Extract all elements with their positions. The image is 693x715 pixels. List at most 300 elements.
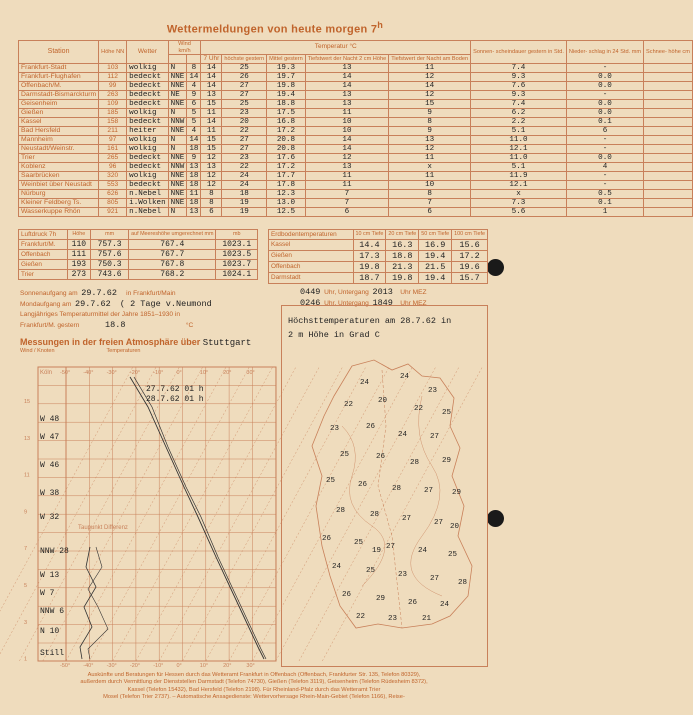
station-height: 103 bbox=[99, 63, 127, 72]
temp-max: 19 bbox=[222, 198, 267, 207]
header-ed-20: 20 cm Tiefe bbox=[386, 230, 419, 240]
sunshine-hours: 11.9 bbox=[471, 171, 567, 180]
chart-subtitle: Wind / Knoten Temperaturen bbox=[20, 348, 141, 354]
weather-cell: bedeckt bbox=[127, 117, 168, 126]
temperature-map bbox=[281, 305, 488, 667]
temp-max: 27 bbox=[222, 81, 267, 90]
temp-7h: 12 bbox=[201, 153, 222, 162]
map-temperature-value: 24 bbox=[332, 563, 342, 571]
station-name: Geisenheim bbox=[19, 99, 99, 108]
station-table bbox=[18, 40, 693, 217]
table-row bbox=[19, 72, 693, 81]
temp-mittel: 12.5 bbox=[267, 207, 306, 216]
sunshine-hours: 5.1 bbox=[471, 126, 567, 135]
ed-20cm: 19.8 bbox=[386, 272, 419, 283]
ed-10cm: 14.4 bbox=[353, 239, 386, 250]
temp-max: 27 bbox=[222, 135, 267, 144]
header-ed-10: 10 cm Tiefe bbox=[353, 230, 386, 240]
temp-min-2cm: 14 bbox=[305, 81, 388, 90]
map-temperature-value: 27 bbox=[424, 487, 434, 495]
sunshine-hours: 6.2 bbox=[471, 108, 567, 117]
footer-text: Auskünfte und Beratungen für Hessen durch das Wetteramt Frankfurt in Offenbach (Offenbach, Frankfurter Str. 135, Telefon 80329), außerdem durch Vermittlung der Dienststellen Darmstadt (Telefon 74730), Gießen (Telefon 3119), Geisenheim (Telefon Rüdesheim 8372), Kassel (Telefon 15432), Bad Hersfeld (Telefon 2198). Für Rheinland-Pfalz durch das Wetteramt Trier Mosel (Telefon Trier 2737). – Automatische Ansagedienste: Wettervorhersage Rhein-Main-Gebiet (Telefon 1166), Reise- bbox=[80, 672, 428, 700]
temp-min-2cm: 11 bbox=[305, 171, 388, 180]
lp-mb: 1023.1 bbox=[216, 239, 258, 249]
ed-place: Gießen bbox=[269, 250, 354, 261]
temp-min-boden: 15 bbox=[389, 99, 471, 108]
precipitation: - bbox=[566, 90, 643, 99]
wind-label: W 7 bbox=[40, 589, 55, 598]
sunshine-hours: 7.6 bbox=[471, 81, 567, 90]
temp-max: 25 bbox=[222, 63, 267, 72]
header-niederschlag: Nieder- schlag in 24 Std. mm bbox=[566, 41, 643, 64]
temperature-curve-1 bbox=[130, 377, 264, 659]
station-name: Bad Hersfeld bbox=[19, 126, 99, 135]
station-height: 320 bbox=[99, 171, 127, 180]
sunshine-hours: 9.3 bbox=[471, 90, 567, 99]
temp-mittel: 17.6 bbox=[267, 153, 306, 162]
station-name: Gießen bbox=[19, 108, 99, 117]
sunshine-hours: 2.2 bbox=[471, 117, 567, 126]
map-temperature-value: 28 bbox=[410, 459, 420, 467]
sunshine-hours: 12.1 bbox=[471, 144, 567, 153]
map-temperature-value: 24 bbox=[398, 431, 408, 439]
precipitation: 6 bbox=[566, 126, 643, 135]
temp-7h: 11 bbox=[201, 126, 222, 135]
temp-min-boden: 8 bbox=[389, 117, 471, 126]
wind-speed: 18 bbox=[187, 171, 201, 180]
precipitation: 0.0 bbox=[566, 108, 643, 117]
snow-depth bbox=[644, 162, 693, 171]
station-height: 553 bbox=[99, 180, 127, 189]
temp-7h: 14 bbox=[201, 117, 222, 126]
header-t7: 7 Uhr bbox=[201, 55, 222, 64]
temp-min-2cm: 11 bbox=[305, 108, 388, 117]
snow-depth bbox=[644, 153, 693, 162]
snow-depth bbox=[644, 189, 693, 198]
temp-min-boden: 11 bbox=[389, 171, 471, 180]
map-temperature-value: 26 bbox=[376, 453, 386, 461]
lp-height: 193 bbox=[67, 259, 90, 269]
lp-height: 111 bbox=[67, 249, 90, 259]
header-ed-50: 50 cm Tiefe bbox=[419, 230, 452, 240]
x-tick-label: -10° bbox=[153, 663, 164, 669]
wind-label: W 32 bbox=[40, 513, 60, 522]
lp-place: Offenbach bbox=[19, 249, 68, 259]
x-tick-label-top: -20° bbox=[129, 370, 141, 376]
temp-min-2cm: 10 bbox=[305, 126, 388, 135]
ed-100cm: 17.2 bbox=[452, 250, 488, 261]
temp-min-2cm: 7 bbox=[305, 189, 388, 198]
wind-label: W 46 bbox=[40, 461, 60, 470]
map-temperature-value: 26 bbox=[322, 535, 332, 543]
temp-min-boden: 12 bbox=[389, 72, 471, 81]
precipitation: - bbox=[566, 135, 643, 144]
sonnen-times: 0449 Uhr, Untergang 2013 Uhr MEZ bbox=[300, 287, 427, 297]
map-temperature-value: 28 bbox=[458, 579, 468, 587]
temp-max: 27 bbox=[222, 90, 267, 99]
temp-mittel: 12.3 bbox=[267, 189, 306, 198]
wind-speed: 18 bbox=[187, 198, 201, 207]
wind-direction: NNE bbox=[168, 99, 187, 108]
station-height: 185 bbox=[99, 108, 127, 117]
x-tick-label: 30° bbox=[246, 663, 255, 669]
temp-min-2cm: 6 bbox=[305, 207, 388, 216]
wind-label: NNW 6 bbox=[40, 607, 65, 616]
map-temperature-value: 27 bbox=[430, 433, 440, 441]
table-row bbox=[19, 144, 693, 153]
y-tick-label: 11 bbox=[24, 472, 30, 479]
map-temperature-value: 25 bbox=[340, 451, 350, 459]
ed-20cm: 18.8 bbox=[386, 250, 419, 261]
map-temperature-value: 19 bbox=[372, 547, 382, 555]
weather-cell: wolkig bbox=[127, 171, 168, 180]
station-name: Frankfurt-Stadt bbox=[19, 63, 99, 72]
snow-depth bbox=[644, 90, 693, 99]
punch-hole-top bbox=[487, 259, 504, 276]
map-temperature-value: 26 bbox=[366, 423, 376, 431]
header-tmin2cm: Tiefstwert der Nacht 2 cm Höhe bbox=[305, 55, 388, 64]
wind-speed: 4 bbox=[187, 81, 201, 90]
x-tick-label-top: -50° bbox=[60, 370, 71, 376]
temp-7h: 15 bbox=[201, 99, 222, 108]
table-row bbox=[19, 259, 258, 269]
wind-label: W 13 bbox=[40, 571, 60, 580]
temp-7h: 6 bbox=[201, 207, 222, 216]
map-temperature-value: 25 bbox=[442, 409, 452, 417]
station-name: Koblenz bbox=[19, 162, 99, 171]
map-temperature-value: 23 bbox=[330, 425, 340, 433]
snow-depth bbox=[644, 126, 693, 135]
temp-7h: 8 bbox=[201, 198, 222, 207]
x-tick-label-top: -10° bbox=[153, 370, 164, 376]
precipitation: 0.0 bbox=[566, 81, 643, 90]
temp-mittel: 19.8 bbox=[267, 81, 306, 90]
snow-depth bbox=[644, 108, 693, 117]
temp-7h: 15 bbox=[201, 144, 222, 153]
wind-label: W 38 bbox=[40, 489, 60, 498]
snow-depth bbox=[644, 135, 693, 144]
wind-speed: 13 bbox=[187, 207, 201, 216]
weather-cell: bedeckt bbox=[127, 81, 168, 90]
wind-label: Still bbox=[40, 649, 65, 658]
map-temperature-value: 28 bbox=[336, 507, 346, 515]
wind-speed: 9 bbox=[187, 90, 201, 99]
temp-min-2cm: 12 bbox=[305, 153, 388, 162]
map-temperature-value: 25 bbox=[326, 477, 336, 485]
sunshine-hours: 11.0 bbox=[471, 153, 567, 162]
ed-10cm: 17.3 bbox=[353, 250, 386, 261]
temp-max: 24 bbox=[222, 171, 267, 180]
temp-max: 26 bbox=[222, 72, 267, 81]
header-tmittel: Mittel gestern bbox=[267, 55, 306, 64]
lp-height: 110 bbox=[67, 239, 90, 249]
header-lp-hoehe: Höhe bbox=[67, 230, 90, 240]
sunshine-hours: 7.3 bbox=[471, 198, 567, 207]
snow-depth bbox=[644, 63, 693, 72]
snow-depth bbox=[644, 198, 693, 207]
header-wind: Wind km/h bbox=[168, 41, 201, 55]
map-temperature-value: 25 bbox=[366, 567, 376, 575]
station-height: 109 bbox=[99, 99, 127, 108]
temp-mittel: 17.5 bbox=[267, 108, 306, 117]
header-wetter: Wetter bbox=[127, 41, 168, 64]
precipitation: 1 bbox=[566, 207, 643, 216]
snow-depth bbox=[644, 207, 693, 216]
station-name: Nürburg bbox=[19, 189, 99, 198]
table-row bbox=[19, 135, 693, 144]
snow-depth bbox=[644, 99, 693, 108]
wind-direction: NE bbox=[168, 90, 187, 99]
weather-cell: wolkig bbox=[127, 63, 168, 72]
weather-cell: bedeckt bbox=[127, 153, 168, 162]
x-tick-label-top: 0° bbox=[176, 370, 182, 376]
ed-50cm: 21.5 bbox=[419, 261, 452, 272]
map-temperature-value: 22 bbox=[344, 401, 354, 409]
header-lp-mm: mm bbox=[91, 230, 129, 240]
map-temperature-value: 27 bbox=[402, 515, 412, 523]
snow-depth bbox=[644, 180, 693, 189]
map-temperature-value: 23 bbox=[388, 615, 398, 623]
wind-direction: NNE bbox=[168, 126, 187, 135]
mond-times: 0246 Uhr, Untergang 1849 Uhr MEZ bbox=[300, 298, 427, 308]
snow-depth bbox=[644, 117, 693, 126]
temp-min-boden: 8 bbox=[389, 189, 471, 198]
mittel-line2: Frankfurt/M. gestern 18.8 °C bbox=[20, 320, 194, 330]
weather-cell: bedeckt bbox=[127, 162, 168, 171]
precipitation: 0.0 bbox=[566, 153, 643, 162]
precipitation: - bbox=[566, 180, 643, 189]
temp-mittel: 17.8 bbox=[267, 180, 306, 189]
snow-depth bbox=[644, 72, 693, 81]
precipitation: - bbox=[566, 63, 643, 72]
wind-speed: 13 bbox=[187, 162, 201, 171]
table-row bbox=[19, 269, 258, 279]
temp-min-2cm: 14 bbox=[305, 144, 388, 153]
map-title: Höchsttemperaturen am 28.7.62 in 2 m Höhe in Grad C bbox=[288, 316, 452, 340]
map-temperature-value: 26 bbox=[342, 591, 352, 599]
table-row bbox=[19, 99, 693, 108]
temp-max: 18 bbox=[222, 189, 267, 198]
wind-speed: 9 bbox=[187, 153, 201, 162]
temp-max: 23 bbox=[222, 153, 267, 162]
station-height: 805 bbox=[99, 198, 127, 207]
temp-max: 22 bbox=[222, 126, 267, 135]
wind-direction: NNE bbox=[168, 180, 187, 189]
weather-cell: wolkig bbox=[127, 144, 168, 153]
y-tick-label: 7 bbox=[24, 546, 28, 553]
ed-100cm: 15.7 bbox=[452, 272, 488, 283]
station-height: 112 bbox=[99, 72, 127, 81]
wind-direction: NNE bbox=[168, 189, 187, 198]
wind-direction: NNE bbox=[168, 198, 187, 207]
weather-cell: bedeckt bbox=[127, 72, 168, 81]
station-height: 211 bbox=[99, 126, 127, 135]
wind-speed: 5 bbox=[187, 108, 201, 117]
river-line bbox=[411, 396, 442, 596]
map-temperature-value: 22 bbox=[414, 405, 424, 413]
map-temperature-value: 29 bbox=[452, 489, 462, 497]
lp-mm-reduced: 768.2 bbox=[129, 269, 216, 279]
temp-max: 27 bbox=[222, 144, 267, 153]
temp-7h: 12 bbox=[201, 171, 222, 180]
temp-mittel: 17.2 bbox=[267, 162, 306, 171]
luftdruck-table bbox=[18, 229, 258, 280]
ed-10cm: 19.8 bbox=[353, 261, 386, 272]
weather-cell: n.Nebel bbox=[127, 189, 168, 198]
temp-mittel: 18.8 bbox=[267, 99, 306, 108]
weather-cell: bedeckt bbox=[127, 90, 168, 99]
chart-title: Messungen in der freien Atmosphäre über Stuttgart bbox=[20, 337, 252, 348]
ed-place: Kassel bbox=[269, 239, 354, 250]
temp-max: 24 bbox=[222, 180, 267, 189]
y-tick-label: 1 bbox=[24, 656, 28, 663]
lp-place: Trier bbox=[19, 269, 68, 279]
snow-depth bbox=[644, 171, 693, 180]
temp-mittel: 20.8 bbox=[267, 144, 306, 153]
x-tick-label: 20° bbox=[223, 663, 232, 669]
table-row bbox=[269, 272, 488, 283]
temp-7h: 13 bbox=[201, 162, 222, 171]
wind-direction: N bbox=[168, 135, 187, 144]
sunshine-hours: 12.1 bbox=[471, 180, 567, 189]
sounding-date-1: 27.7.62 01 h bbox=[146, 385, 204, 394]
temp-max: 20 bbox=[222, 117, 267, 126]
temp-min-boden: 7 bbox=[389, 198, 471, 207]
wind-speed: 18 bbox=[187, 144, 201, 153]
station-height: 161 bbox=[99, 144, 127, 153]
x-tick-label: -20° bbox=[129, 663, 141, 669]
taupunkt-label: Taupunkt Differenz bbox=[78, 525, 128, 531]
station-name: Saarbrücken bbox=[19, 171, 99, 180]
y-tick-label: 13 bbox=[24, 435, 31, 442]
lp-mm: 750.3 bbox=[91, 259, 129, 269]
sunshine-hours: 7.4 bbox=[471, 63, 567, 72]
lp-height: 273 bbox=[67, 269, 90, 279]
x-tick-label-top: 30° bbox=[246, 370, 255, 376]
map-temperature-value: 23 bbox=[398, 571, 408, 579]
sunshine-hours: 11.0 bbox=[471, 135, 567, 144]
sunshine-hours: 7.4 bbox=[471, 99, 567, 108]
header-station: Station bbox=[19, 41, 99, 64]
temp-mittel: 13.0 bbox=[267, 198, 306, 207]
station-name: Offenbach/M. bbox=[19, 81, 99, 90]
germany-outline bbox=[312, 360, 472, 628]
wind-direction: NNE bbox=[168, 171, 187, 180]
table-row bbox=[19, 126, 693, 135]
lp-mm-reduced: 767.7 bbox=[129, 249, 216, 259]
temp-min-2cm: 7 bbox=[305, 198, 388, 207]
ed-10cm: 18.7 bbox=[353, 272, 386, 283]
map-temperature-value: 25 bbox=[448, 551, 458, 559]
wind-direction: NNE bbox=[168, 153, 187, 162]
temp-min-2cm: 10 bbox=[305, 117, 388, 126]
x-tick-label-top: -40° bbox=[83, 370, 94, 376]
y-tick-label: 5 bbox=[24, 583, 28, 589]
ed-50cm: 19.4 bbox=[419, 272, 452, 283]
station-name: Trier bbox=[19, 153, 99, 162]
station-name: Weinbiet über Neustadt bbox=[19, 180, 99, 189]
temp-min-2cm: 14 bbox=[305, 135, 388, 144]
map-temperature-value: 27 bbox=[434, 519, 444, 527]
precipitation: - bbox=[566, 171, 643, 180]
temp-mittel: 19.3 bbox=[267, 63, 306, 72]
table-row bbox=[19, 249, 258, 259]
station-height: 265 bbox=[99, 153, 127, 162]
river-line bbox=[342, 426, 385, 586]
wind-speed: 18 bbox=[187, 180, 201, 189]
lp-mm: 757.3 bbox=[91, 239, 129, 249]
ed-50cm: 16.9 bbox=[419, 239, 452, 250]
erdboden-table bbox=[268, 229, 488, 284]
temp-min-2cm: 11 bbox=[305, 180, 388, 189]
y-tick-label: 9 bbox=[24, 509, 28, 516]
header-lp-mmred: auf Meereshöhe umgerechnet mm bbox=[129, 230, 216, 240]
table-row bbox=[19, 81, 693, 90]
header-erdboden: Erdbodentemperaturen bbox=[269, 230, 354, 240]
temp-7h: 15 bbox=[201, 135, 222, 144]
precipitation: 0.1 bbox=[566, 198, 643, 207]
table-row bbox=[19, 117, 693, 126]
temp-7h: 13 bbox=[201, 90, 222, 99]
temp-max: 23 bbox=[222, 108, 267, 117]
lp-mm: 743.6 bbox=[91, 269, 129, 279]
temp-max: 19 bbox=[222, 207, 267, 216]
sounding-date-2: 28.7.62 01 h bbox=[146, 395, 204, 404]
wind-label: N 10 bbox=[40, 627, 60, 636]
station-name: Neustadt/Weinstr. bbox=[19, 144, 99, 153]
weather-cell: wolkig bbox=[127, 135, 168, 144]
map-temperature-value: 28 bbox=[392, 485, 402, 493]
ed-50cm: 19.4 bbox=[419, 250, 452, 261]
wind-direction: N bbox=[168, 144, 187, 153]
ed-place: Offenbach bbox=[269, 261, 354, 272]
wind-speed: 14 bbox=[187, 135, 201, 144]
map-temperature-value: 24 bbox=[440, 601, 450, 609]
table-row bbox=[19, 153, 693, 162]
snow-depth bbox=[644, 81, 693, 90]
dewpoint-curve-2 bbox=[88, 547, 108, 659]
precipitation: 4 bbox=[566, 162, 643, 171]
station-name: Darmstadt-Bismarckturm bbox=[19, 90, 99, 99]
weather-cell: i.Wolken bbox=[127, 198, 168, 207]
lp-mm-reduced: 767.4 bbox=[129, 239, 216, 249]
station-height: 263 bbox=[99, 90, 127, 99]
temp-7h: 12 bbox=[201, 180, 222, 189]
header-hoehe: Höhe NN bbox=[99, 41, 127, 64]
station-name: Wasserkuppe Rhön bbox=[19, 207, 99, 216]
temp-mittel: 16.8 bbox=[267, 117, 306, 126]
header-tmax: höchste gestern bbox=[222, 55, 267, 64]
table-row bbox=[269, 250, 488, 261]
wind-direction: NNW bbox=[168, 162, 187, 171]
station-height: 921 bbox=[99, 207, 127, 216]
wind-speed: 11 bbox=[187, 189, 201, 198]
table-row bbox=[19, 198, 693, 207]
weather-cell: wolkig bbox=[127, 108, 168, 117]
weather-cell: heiter bbox=[127, 126, 168, 135]
x-tick-label-top: 10° bbox=[199, 370, 209, 376]
temp-min-boden: 12 bbox=[389, 144, 471, 153]
page-title: Wettermeldungen von heute morgen 7$^h$ bbox=[166, 20, 384, 36]
temp-mittel: 19.4 bbox=[267, 90, 306, 99]
wind-direction: N bbox=[168, 108, 187, 117]
x-tick-label-top: -30° bbox=[106, 370, 117, 376]
temp-7h: 8 bbox=[201, 189, 222, 198]
temp-min-2cm: 13 bbox=[305, 99, 388, 108]
wind-direction: N bbox=[168, 63, 187, 72]
station-name: Kassel bbox=[19, 117, 99, 126]
weather-cell: bedeckt bbox=[127, 180, 168, 189]
